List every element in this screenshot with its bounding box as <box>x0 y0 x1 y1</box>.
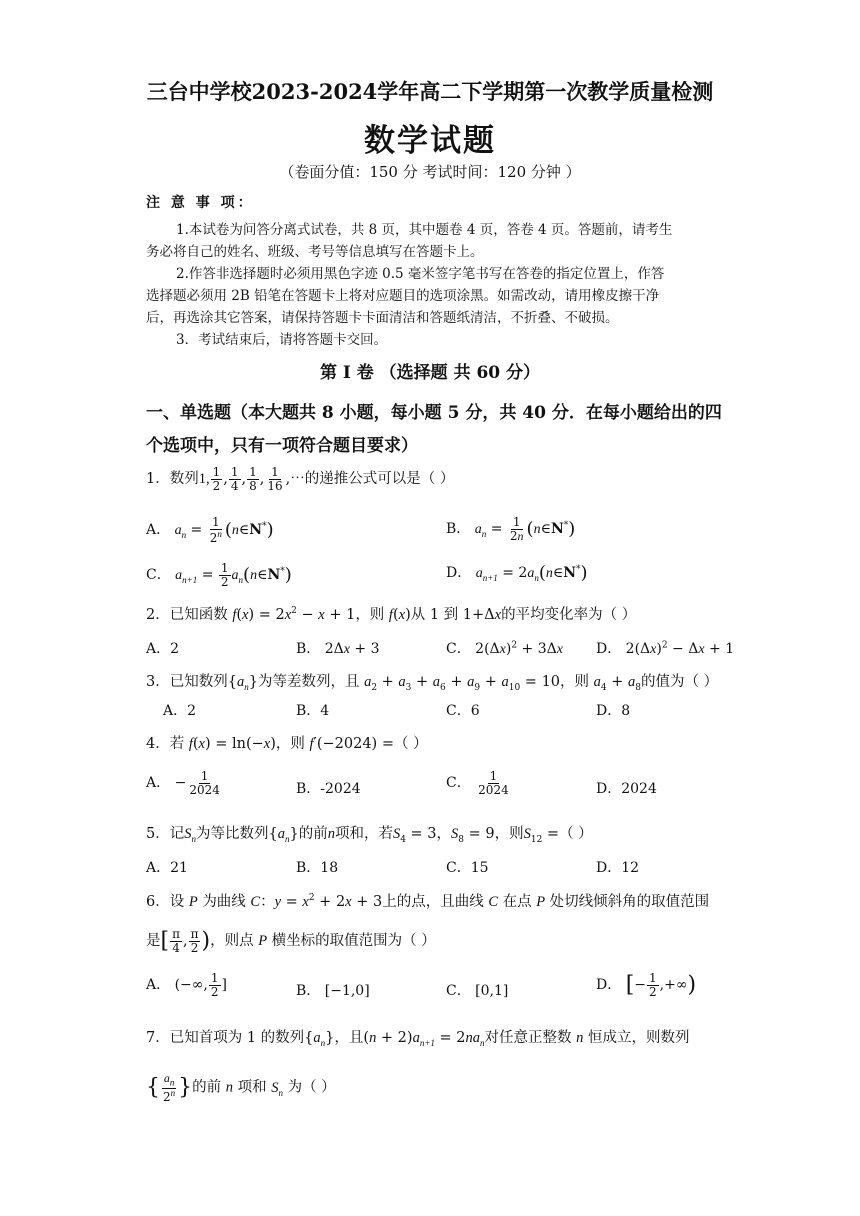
option-a: A． $a_n$ = $\frac{1}{2^n}$ (n∈N*) <box>146 515 274 545</box>
notice-heading: 注 意 事 项： <box>146 195 255 211</box>
option-d: D．8 <box>596 703 631 719</box>
option-b: B． $a_n$ = $\frac{1}{2n}$ (n∈N*) <box>446 515 576 543</box>
option-a: A．2 <box>146 641 180 657</box>
option-b: B． [−1,0] <box>296 983 370 999</box>
option-d: D．2024 <box>596 781 657 797</box>
notice-line: 选择题必须用 2B 铅笔在答题卡上将对应题目的选项涂黑。如需改动，请用橡皮擦干净 <box>146 288 660 304</box>
option-a: A． − $\frac{1}{2024}$ <box>146 769 220 797</box>
question-7: 7．已知首项为 1 的数列$\{a_n\}$，且$(n + 2)a_{n+1} = 2na_n$对任意正整数 n 恒成立，则数列 <box>146 1030 690 1048</box>
question-5: 5．记$S_n$为等比数列$\{a_n\}$的前n项和，若$S_4 = 3$，$S_8 = 9$，则$S_{12}$ =（ ） <box>146 826 593 845</box>
option-a: A． (−∞, $\frac{1}{2}$ ] <box>146 971 227 999</box>
section-title: 第 I 卷 （选择题 共 60 分） <box>319 363 541 383</box>
part-heading: 一、单选题（本大题共 8 小题，每小题 5 分，共 40 分．在每小题给出的四 <box>146 403 722 423</box>
option-b: B．18 <box>296 860 339 876</box>
question-3: 3．已知数列$\{a_n\}$为等差数列，且 $a_2 + a_3 + a_6 + a_9 + a_{10} = 10$，则 $a_4 + a_8$的值为（ ） <box>146 674 719 693</box>
option-c: C． $\frac{1}{2024}$ <box>446 769 509 797</box>
part-heading: 个选项中，只有一项符合题目要求） <box>146 436 418 456</box>
option-c: C．6 <box>446 703 480 719</box>
question-6-line-2: 是[ $\frac{\pi}{4}$ , $\frac{\pi}{2}$ )，则点 P 横坐标的取值范围为（ ） <box>146 927 436 955</box>
notice-line: 1.本试卷为问答分离式试卷，共 8 页，其中题卷 4 页，答卷 4 页。答题前，请考生 <box>176 222 673 238</box>
notice-line: 3．考试结束后，请将答题卡交回。 <box>176 332 388 348</box>
option-d: D． $a_{n+1}$ = $2a_n(n\in N^*)$ <box>446 562 588 584</box>
option-a: A．2 <box>163 703 197 719</box>
option-a: A．21 <box>146 860 188 876</box>
option-c: C． $2(\Delta x)^2 + 3\Delta x$ <box>446 640 563 657</box>
option-b: B．-2024 <box>296 781 361 797</box>
option-d: D． [− $\frac{1}{2}$ ,+∞) <box>596 971 697 999</box>
question-4: 4．若 f(x) = ln(−x)，则 f′(−2024) =（ ） <box>146 736 428 752</box>
subject-title: 数学试题 <box>364 123 496 159</box>
notice-line: 务必将自己的姓名、班级、考号等信息填写在答题卡上。 <box>146 244 484 260</box>
exam-info: （卷面分值：150 分 考试时间：120 分钟 ） <box>279 163 581 181</box>
question-2: 2．已知函数 $f(x) = 2x^2 - x + 1$，则 f(x)从 1 到 1+Δx的平均变化率为（ ） <box>146 606 637 623</box>
school-title: 三台中学校2023-2024学年高二下学期第一次教学质量检测 <box>146 79 714 104</box>
option-b: B． 2Δx + 3 <box>296 641 380 657</box>
option-d: D．12 <box>596 860 640 876</box>
question-6: 6．设 P 为曲线 C：$y = x^2 + 2x + 3$上的点，且曲线 C 在点 P 处切线倾斜角的取值范围 <box>146 893 710 910</box>
option-c: C．15 <box>446 860 489 876</box>
option-b: B．4 <box>296 703 330 719</box>
option-c: C． $a_{n+1}$ = $\frac{1}{2}$ $a_n(n\in N^*)$ <box>146 561 292 589</box>
option-c: C． [0,1] <box>446 983 509 999</box>
question-1: 1．数列1, $\frac{1}{2}$ , $\frac{1}{4}$ , $\frac{1}{8}$ , $\frac{1}{16}$ ,⋯的递推公式可以是（ ） <box>146 465 455 493</box>
notice-line: 2.作答非选择题时必须用黑色字迹 0.5 毫米签字笔书写在答卷的指定位置上，作答 <box>176 266 665 282</box>
option-d: D． $2(\Delta x)^2 - \Delta x + 1$ <box>596 640 735 657</box>
notice-line: 后，再选涂其它答案，请保持答题卡卡面清洁和答题纸清洁，不折叠、不破损。 <box>146 310 619 326</box>
question-7-line-2: { $\frac{a_n}{2^n}$ }的前 n 项和 $S_n$ 为（ ） <box>146 1071 336 1104</box>
